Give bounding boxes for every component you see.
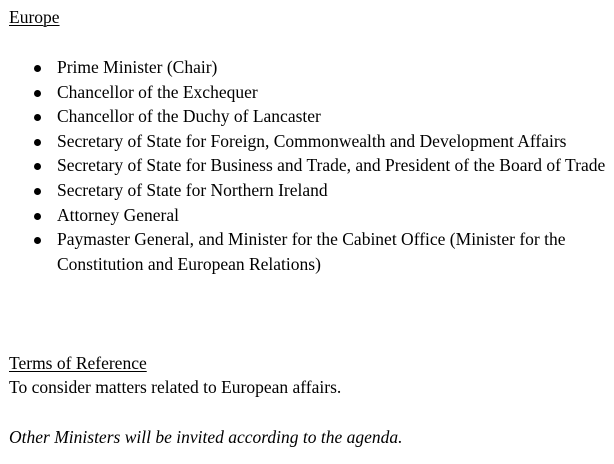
list-item	[0, 227, 614, 276]
member-text: Secretary of State for Business and Trade, and President of the Board of Trade	[57, 155, 606, 176]
member-text: Secretary of State for Foreign, Commonwealth and Development Affairs	[57, 130, 567, 151]
bullet-icon	[34, 90, 41, 97]
member-text: Chancellor of the Exchequer	[57, 81, 258, 102]
bullet-icon	[34, 139, 41, 146]
bullet-icon	[34, 163, 41, 170]
list-item	[0, 203, 614, 228]
member-text: Chancellor of the Duchy of Lancaster	[57, 106, 321, 127]
list-item	[0, 129, 614, 154]
bullet-icon	[34, 188, 41, 195]
terms-of-reference-title: Terms of Reference	[9, 353, 147, 373]
bullet-icon	[34, 65, 41, 72]
terms-of-reference-text: To consider matters related to European affairs.	[9, 377, 342, 397]
invitation-note: Other Ministers will be invited according to the agenda.	[9, 427, 403, 447]
member-text: Secretary of State for Northern Ireland	[57, 179, 328, 200]
section-title: Europe	[9, 7, 60, 27]
bullet-icon	[34, 114, 41, 121]
list-item	[0, 153, 614, 178]
list-item	[0, 178, 614, 203]
member-text: Prime Minister (Chair)	[57, 57, 218, 77]
list-item	[0, 80, 614, 105]
bullet-icon	[34, 237, 41, 244]
list-item	[0, 55, 614, 80]
bullet-icon	[34, 213, 41, 220]
list-item	[0, 104, 614, 129]
member-text: Attorney General	[57, 204, 179, 225]
member-text: Paymaster General, and Minister for the Cabinet Office (Minister for the Constitution and European Relations)	[57, 229, 566, 274]
members-list	[0, 55, 614, 276]
